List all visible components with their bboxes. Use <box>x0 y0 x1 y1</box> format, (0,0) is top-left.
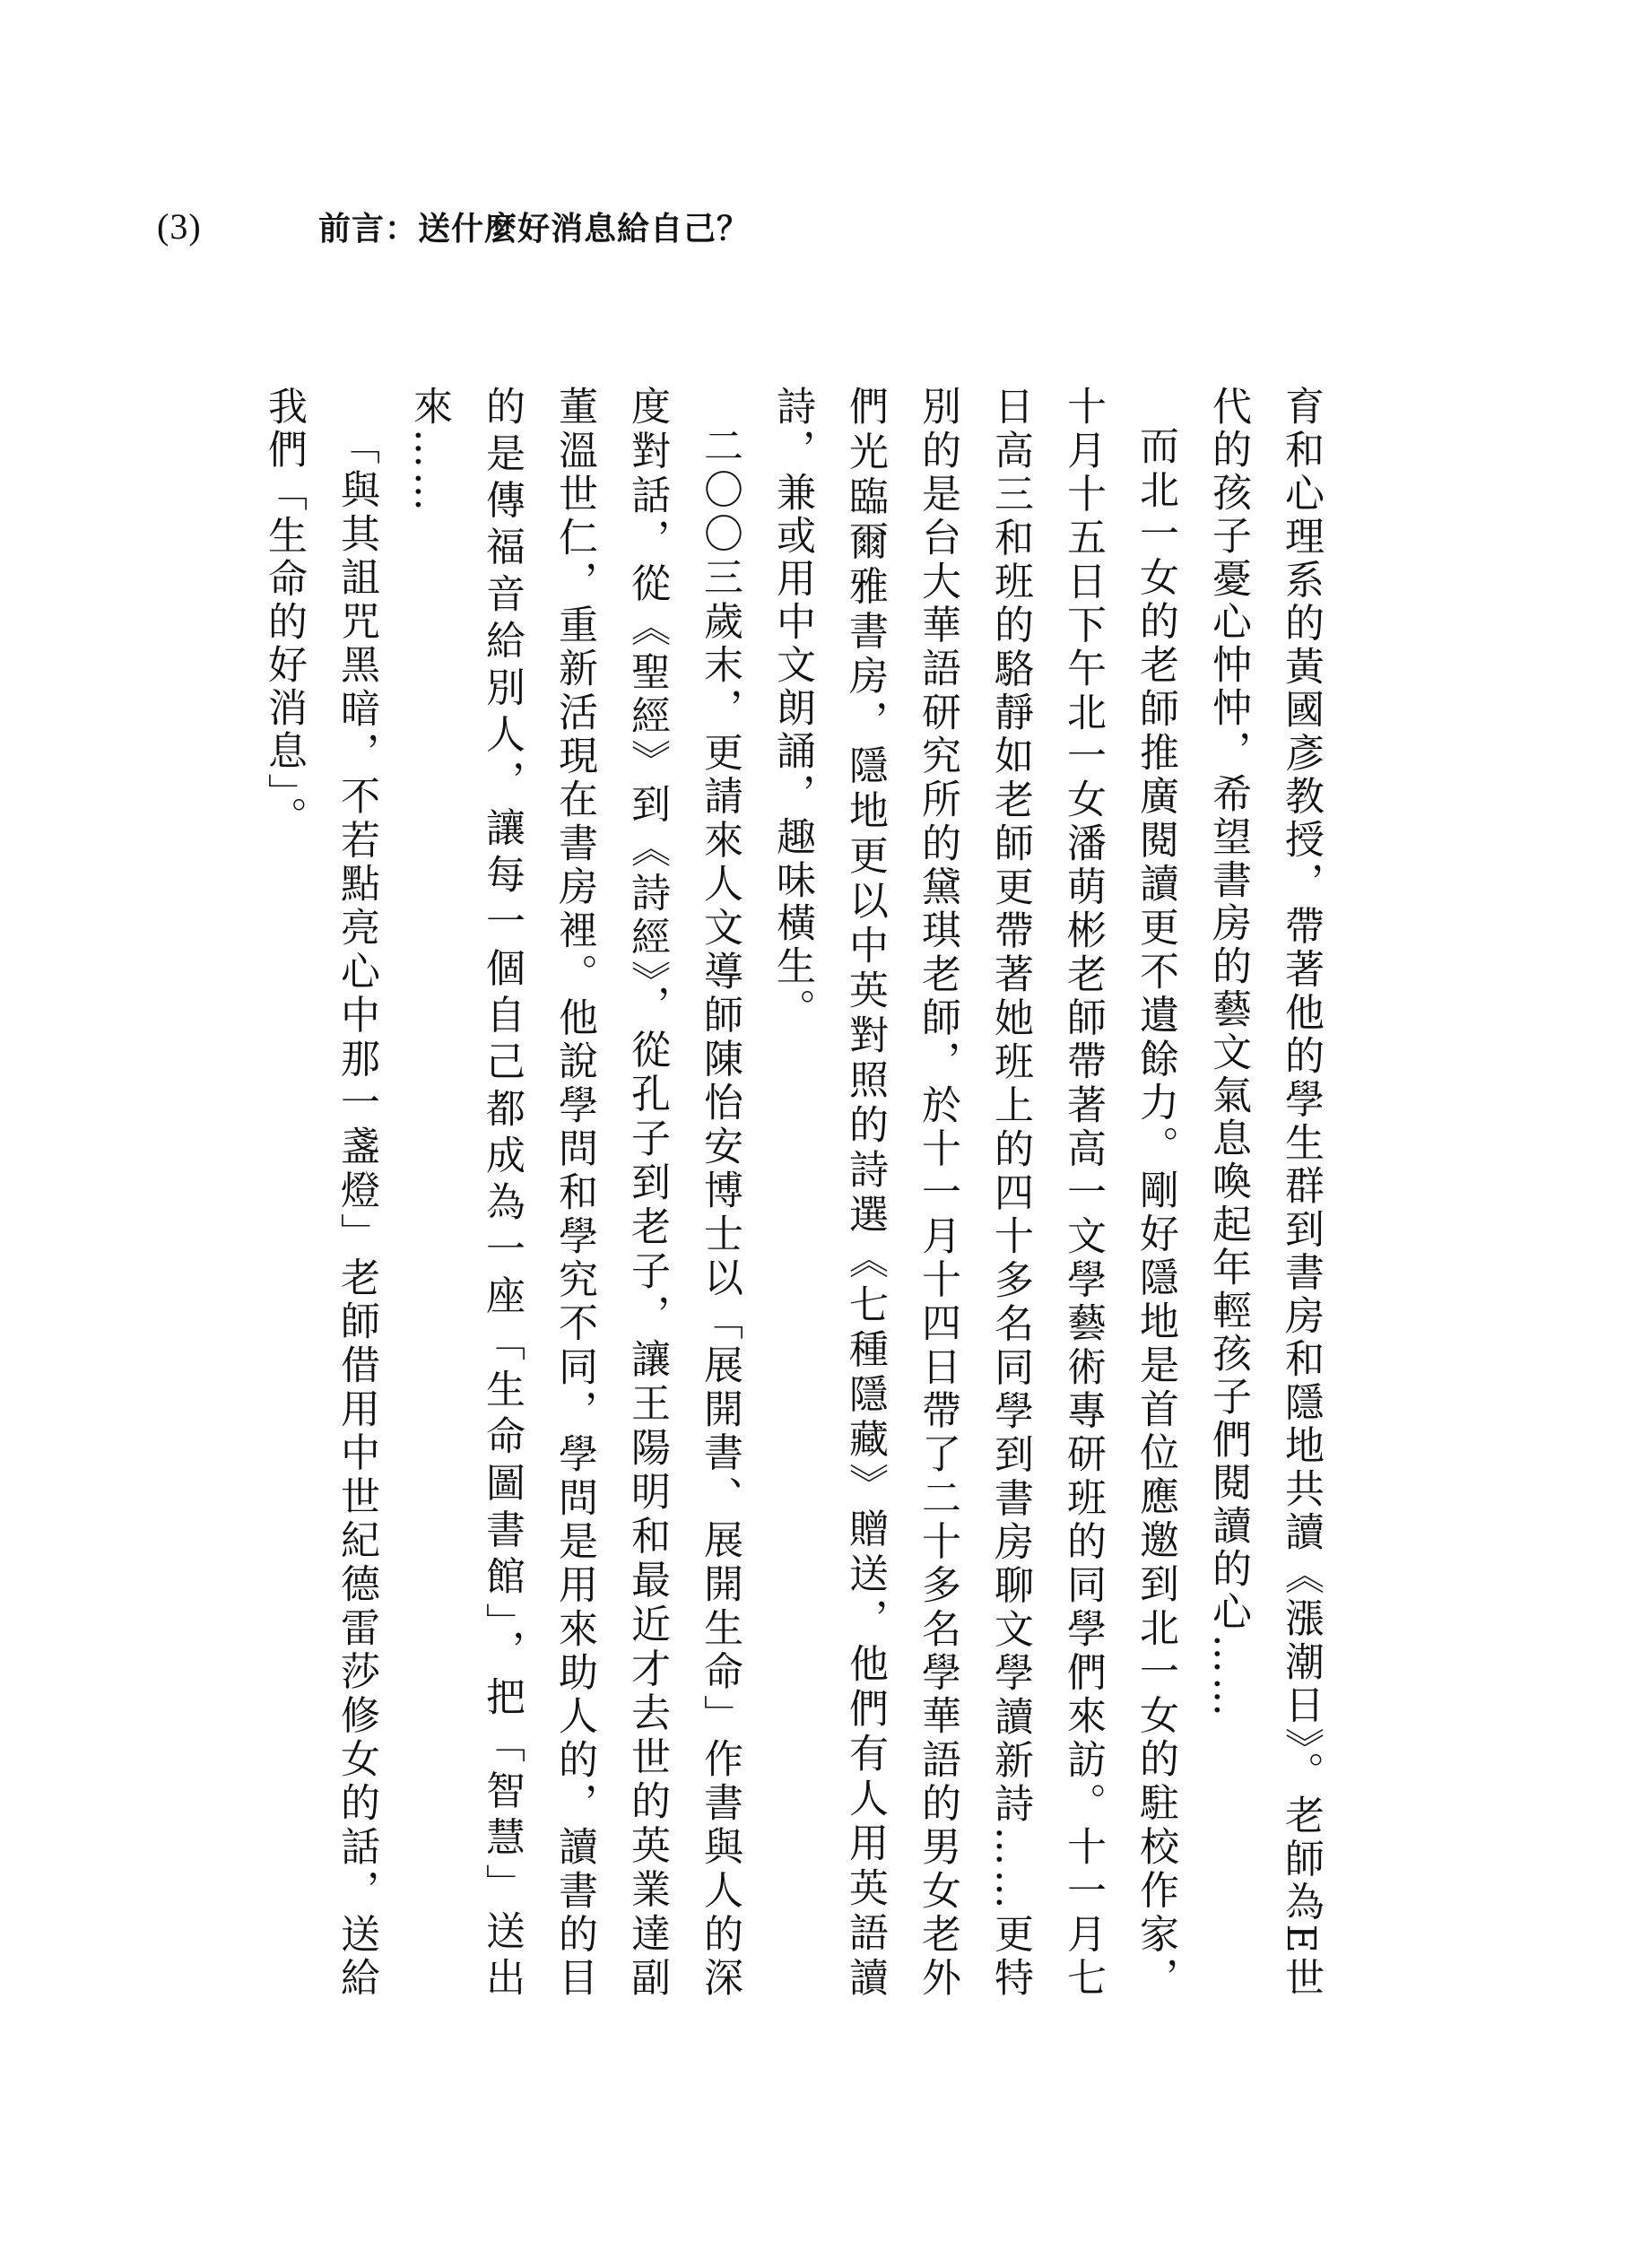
paragraph-3: 二〇〇三歲末，更請來人文導師陳怡安博士以「展開書、展開生命」作書與人的深度對話，從《聖經》到《詩經》，從孔子到老子，讓王陽明和最近才去世的英業達副董溫世仁，重新活現在書房裡。他說學問和學究不同，學問是用來助人的，讀書的目的是傳福音給別人，讓每一個自己都成為一座「生命圖書館」，把「智慧」送出來…… <box>406 386 743 2000</box>
paragraph-2: 而北一女的老師推廣閱讀更不遺餘力。剛好隱地是首位應邀到北一女的駐校作家，十月十五日下午北一女潘萌彬老師帶著高一文學藝術專研班的同學們來訪。十一月七日高三和班的駱靜如老師更帶著她班上的四十多名同學到書房聊文學讀新詩……更特別的是台大華語研究所的黛琪老師，於十一月十四日帶了二十多名學華語的男女老外們光臨爾雅書房，隱地更以中英對照的詩選《七種隱藏》贈送，他們有人用英語讀詩，兼或用中文朗誦，趣味橫生。 <box>769 386 1178 2000</box>
page-number: (3) <box>157 205 202 247</box>
paragraph-4: 「與其詛咒黑暗，不若點亮心中那一盞燈」老師借用中世紀德雷莎修女的話，送給我們「生命的好消息」。 <box>261 386 379 2000</box>
chapter-title: 前言：送什麼好消息給自己？ <box>318 210 751 248</box>
paragraph-1: 育和心理系的黃國彥教授，帶著他的學生群到書房和隱地共讀《漲潮日》。老師為E世代的孩子憂心忡忡，希望書房的藝文氣息喚起年輕孩子們閱讀的心…… <box>1205 386 1324 2000</box>
page-header <box>157 199 750 253</box>
body-text <box>248 386 1337 2000</box>
